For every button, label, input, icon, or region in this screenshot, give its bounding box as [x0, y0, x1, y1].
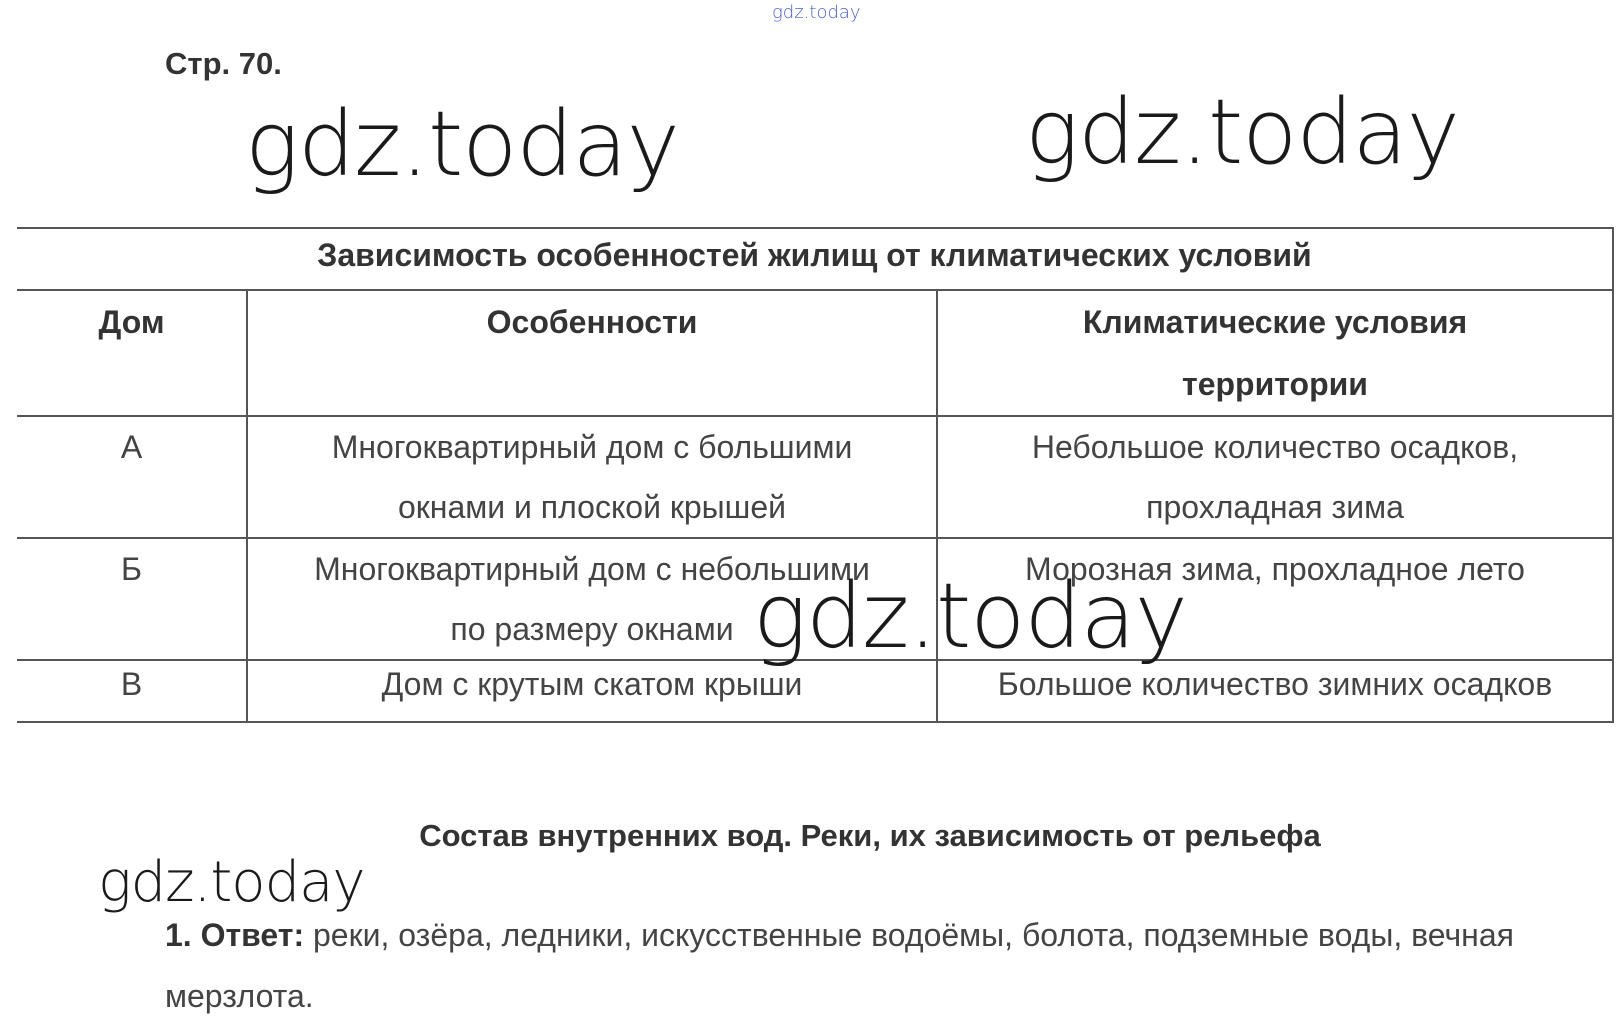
house-cell: В: [17, 660, 247, 722]
column-header-climate-line1: Климатические условия: [1082, 304, 1468, 340]
column-header-climate: [937, 290, 1613, 416]
table-row: [17, 660, 1613, 722]
answer-label: 1. Ответ:: [165, 917, 305, 953]
watermark-large: gdz.today: [753, 564, 1187, 669]
climate-line: Большое количество зимних осадков: [997, 666, 1553, 702]
features-line: Дом с крутым скатом крыши: [381, 666, 803, 702]
table-header-row: [17, 290, 1613, 416]
climate-line: Морозная зима, прохладное лето: [1025, 551, 1525, 587]
house-cell: Б: [17, 538, 247, 660]
table-title: Зависимость особенностей жилищ от климатических условий: [17, 228, 1613, 290]
answer-paragraph: [165, 905, 1565, 1027]
features-cell: [247, 416, 937, 538]
page-number: Стр. 70.: [165, 46, 282, 81]
features-line: окнами и плоской крышей: [397, 489, 786, 525]
features-line: Многоквартирный дом с небольшими: [314, 551, 870, 587]
answer-text: реки, озёра, ледники, искусственные водоёмы, болота, подземные воды, вечная мерзлота.: [165, 917, 1514, 1014]
features-line: Многоквартирный дом с большими: [331, 429, 853, 465]
house-cell: А: [17, 416, 247, 538]
watermark-large: gdz.today: [245, 92, 679, 197]
column-header-climate-line2: территории: [1182, 366, 1368, 402]
features-line: по размеру окнами: [450, 611, 734, 647]
climate-line: Небольшое количество осадков,: [1031, 429, 1519, 465]
table-row: [17, 416, 1613, 538]
watermark-small: gdz.today: [772, 2, 861, 23]
climate-cell: [937, 660, 1613, 722]
climate-cell: [937, 416, 1613, 538]
climate-line: прохладная зима: [1146, 489, 1404, 525]
column-header-features: Особенности: [247, 290, 937, 416]
watermark-medium: gdz.today: [98, 850, 365, 915]
section-heading: Состав внутренних вод. Реки, их зависимость от рельефа: [419, 818, 1321, 853]
features-cell: [247, 660, 937, 722]
watermark-large: gdz.today: [1025, 80, 1459, 185]
column-header-house: Дом: [17, 290, 247, 416]
